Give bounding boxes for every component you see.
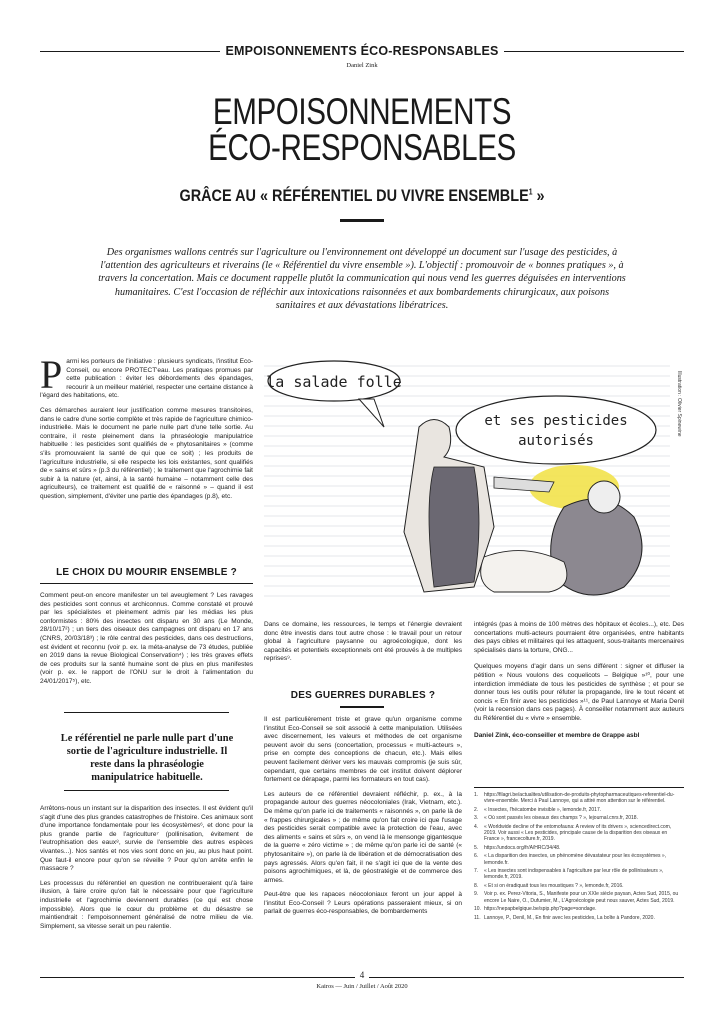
- footnotes: [474, 792, 684, 923]
- footnote-item: [474, 906, 684, 912]
- footnote-text: Lannoye, P., Denil, M., En finir avec les pesticides, La boîte à Pandore, 2020.: [484, 914, 655, 921]
- column-2-bottom: [264, 716, 462, 923]
- bubble-1-text: la salade folle: [266, 373, 402, 391]
- subtitle-footnote-ref: 1: [528, 187, 533, 197]
- article-title: [72, 91, 651, 168]
- footnote-item: [474, 824, 684, 843]
- footnote-text: « Et si on éradiquait tous les moustiques ? », lemonde.fr, 2016.: [484, 882, 624, 889]
- footnote-number: 2.: [474, 806, 479, 813]
- illustration-drawing: [264, 357, 670, 600]
- subtitle-text: GRÂCE AU « RÉFÉRENTIEL DU VIVRE ENSEMBLE: [179, 186, 529, 205]
- footnote-number: 5.: [474, 844, 479, 851]
- footnote-text: « La disparition des insectes, un phénomène dévastateur pour les écosystèmes », lemonde.fr.: [484, 853, 667, 866]
- author-byline: Daniel Zink: [346, 62, 378, 69]
- speech-bubble-2: [456, 396, 656, 464]
- column-1-middle: [40, 592, 253, 693]
- paragraph: Dans ce domaine, les ressources, le temps et l'énergie devraient donc être investis dans tout autre chose : le travail pour un retour global à l'agriculture paysanne ou agroécologique, dont les capacités et potentiels exceptionnels ont été prouvés à de multiples reprises⁹.: [264, 621, 462, 663]
- signature: Daniel Zink, éco-conseiller et membre de Grappe asbl: [474, 731, 640, 739]
- footnotes-rule: [474, 787, 684, 788]
- section-heading-1: LE CHOIX DU MOURIR ENSEMBLE ?: [56, 567, 237, 578]
- running-title: EMPOISONNEMENTS ÉCO-RESPONSABLES: [225, 44, 499, 58]
- footnote-item: [474, 891, 684, 904]
- article-subtitle: [54, 186, 669, 206]
- paragraph: Quelques moyens d'agir dans un sens différent : signer et diffuser la pétition « Nous voulons des coquelicots – Belgique »¹⁰, pour une interdiction immédiate de tous les pesticides de synthèse ; et pour se donner tous les outils pour réfuter la propagande, lire le tout récent et concis « En finir avec les pesticides »¹¹, de Paul Lannoye et Maria Denil (voir la recension dans ces pages). À conseiller notamment aux auteurs du Référentiel du « vivre » ensemble.: [474, 663, 684, 722]
- paragraph: Ces démarches auraient leur justification comme mesures transitoires, dans le cadre d'une sortie complète et très rapide de l'agriculture chimico-industrielle. Mais le document ne parle nulle part d'une telle sortie. Au contraire, il reste pleinement dans la phraséologie manipulatrice habituelle : les pesticides sont qualifiés de « phytosanitaires » (comme s'ils promouvaient la santé de qui que ce soit) ; les produits de l'agriculture industrielle, si elle respecte les lois existantes, sont qualifiés de « sains et sûrs » (p.3 du référentiel) ; le traitement que l'agrochimie fait subir à la nature (et, ainsi, à la santé humaine – notamment celle des agriculteurs), ce traitement est qualifié de « raisonné » – quand il est question, simplement, d'éviter une partie des épandages (p.8), etc.: [40, 406, 253, 500]
- illustration-credit: Illustration : Olivier Spinewine: [676, 371, 682, 437]
- title-line-1: EMPOISONNEMENTS: [212, 91, 512, 132]
- section-rule-2: [340, 706, 384, 708]
- bubble-2-line-1: et ses pesticides: [484, 413, 628, 429]
- footnote-text: « Insectes, l'hécatombe invisible », lemonde.fr, 2017.: [484, 806, 602, 813]
- footnote-item: [474, 868, 684, 881]
- paragraph: intégrés (pas à moins de 100 mètres des hôpitaux et écoles...), etc. Des concertations multi-acteurs pourraient être organisées, entre habitants des pays cibles et militaires qui les attaquent, sous-traitants mercenaires spécialisés dans la torture, ONG...: [474, 621, 684, 654]
- section-heading-2: DES GUERRES DURABLES ?: [290, 690, 436, 701]
- footnote-item: [474, 883, 684, 889]
- column-2-top: [264, 621, 462, 670]
- paragraph: Parmi les porteurs de l'initiative : plusieurs syndicats, l'institut Eco-Conseil, ou encore PROTECT'eau. Les pratiques promues par cette publication : éviter les débordements des épandages, recourir à un meilleur matériel, respecter une certaine distance à l'égard des habitations, etc.: [40, 352, 253, 400]
- footnote-number: 6.: [474, 853, 479, 860]
- footnote-number: 11.: [474, 914, 481, 921]
- page-number: 4: [0, 970, 724, 980]
- footnote-item: [474, 792, 684, 805]
- footnote-item: [474, 915, 684, 921]
- paragraph: Les processus du référentiel en question ne contribueraient qu'à faire illusion, à faire croire qu'on fait le nécessaire pour que l'agriculture industrielle et l'agrochimie deviennent durables (ce qui est chose impossible). Alors que le cœur du problème et du désastre se maintiendrait : l'empoisonnement généralisé de notre milieu de vie. Simplement, sa vitesse serait un peu ralentie.: [40, 879, 253, 930]
- paragraph: Arrêtons-nous un instant sur la disparition des insectes. Il est évident qu'il s'agit d'une des plus grandes catastrophes de l'histoire. Ces animaux sont d'une importance fondamentale pour les écosystèmes⁶, et donc pour la plus grande partie de l'agriculture⁷ (pollinisation, évitement de l'eutrophisation des eaux⁸, survie de l'ensemble des autres espèces vivantes...). Nos santés et nos vies sont donc en jeu, au plus haut point. Que faut-il encore pour qu'on se réveille ? Pour qu'on arrête enfin le massacre ?: [40, 805, 253, 873]
- subtitle-end: »: [532, 186, 545, 205]
- paragraph: Les auteurs de ce référentiel devraient réfléchir, p. ex., à la propagande autour des guerres néocoloniales (Irak, Vietnam, etc.). De même qu'on parle ici de traitements « raisonnés », on parle là de « frappes chirurgicales » ; de même qu'on fait croire ici que l'usage des pesticides serait compatible avec la protection de l'eau, avec des aliments « sains et sûrs », on vend là le mensonge gigantesque de la guerre « zéro victime » ; de même qu'on parle ici de santé (« phytosanitaire »), on parle là de libération et de démocratisation des pays agressés. Alors qu'en fait, il ne s'agit ici que de la vente des poisons agrochimiques, et là, de géostratégie et de commerce des armes.: [264, 790, 462, 884]
- paragraph: Comment peut-on encore manifester un tel aveuglement ? Les ravages des pesticides sont connus et archiconnus. Comme constaté et prouvé par les spécialistes et pleinement admis par les médias les plus conformistes : 80% des insectes ont disparu en 30 ans (Le Monde, 28/10/17²) ; un tiers des oiseaux des campagnes ont disparu en 17 ans (CNRS, 20/03/18³) ; le rôle central des pesticides, dans ces destructions, est évident et reconnu (voir p. ex. la méta-analyse de 73 études, publiée en 2019 dans la revue Biological Conservation⁴) ; les très graves effets de ces produits sur la santé humaine sont de plus en plus manifestes (voir p. ex. le rapport de l'ONU sur le droit à l'alimentation du 24/01/2017⁵), etc.: [40, 592, 253, 685]
- footnote-item: [474, 807, 684, 813]
- footer-publication-info: Kairos — Juin / Juillet / Août 2020: [316, 983, 408, 990]
- footnote-number: 8.: [474, 882, 479, 889]
- illustration: [264, 357, 670, 600]
- quote-rule-top: [64, 712, 229, 713]
- column-1-bottom: [40, 805, 253, 937]
- paragraph: Il est particulièrement triste et grave qu'un organisme comme l'institut Eco-Conseil se soit associé à cette manipulation. Utilisées avec discernement, les valeurs et méthodes de cet organisme peuvent avoir du sens (concertation, processus « multi-acteurs », prise en compte des conceptions de chacun, etc.). Mais elles peuvent facilement dériver vers les mauvais compromis (je suis sûr, cependant, que certains membres de cet institut doivent déplorer fortement ce dérapage, parmi les formateurs en tout cas).: [264, 716, 462, 784]
- column-1-top: [40, 352, 253, 508]
- article-lead: Des organismes wallons centrés sur l'agriculture ou l'environnement ont développé un document sur l'usage des pesticides, à l'attention des agriculteurs et riverains (le « Référentiel du vivre ensemble »). L'objectif : promouvoir de « bonnes pratiques », à travers la concertation. Mais ce document rappelle plutôt la communication qui nous vend les guerres déguisées en interventions humanitaires. C'est l'occasion de réfléchir aux intoxications raisonnées et aux bombardements chirurgicaux, aux poisons sanitaires et aux dévastations libératrices.: [98, 247, 626, 311]
- footnote-text: « Où sont passés les oiseaux des champs ? », lejournal.cnrs.fr, 2018.: [484, 815, 638, 822]
- footnote-item: [474, 845, 684, 851]
- quote-rule-bottom: [64, 790, 229, 791]
- footnote-text: « Les insectes sont indispensables à l'agriculture par leur rôle de pollinisateurs », lemonde.fr, 2019.: [484, 868, 664, 881]
- footnote-number: 9.: [474, 891, 479, 898]
- footnote-number: 4.: [474, 823, 479, 830]
- bubble-2-line-2: autorisés: [518, 433, 594, 449]
- footnote-number: 3.: [474, 815, 479, 822]
- footnote-text: https://nepapbelgique.be/spip.php?page=sondage.: [484, 906, 597, 913]
- paragraph: Peut-être que les rapaces néocoloniaux feront un jour appel à l'institut Eco-Conseil ? Leurs opérations passeraient mieux, si on parlait de guerres éco-responsables, de bombardements: [264, 891, 462, 916]
- footnote-item: [474, 815, 684, 821]
- footnote-number: 10.: [474, 906, 481, 913]
- pull-quote: Le référentiel ne parle nulle part d'une sortie de l'agriculture industrielle. Il reste dans la phraséologie manipulatrice habituelle.: [60, 733, 234, 783]
- title-line-2: ÉCO-RESPONSABLES: [208, 127, 516, 168]
- title-divider: [340, 219, 384, 222]
- column-3: [474, 621, 684, 746]
- footnote-item: [474, 853, 684, 866]
- footnote-number: 7.: [474, 868, 479, 875]
- section-rule-1: [40, 583, 253, 584]
- footnote-text: « Worldwide decline of the entomofauna: A review of its drivers », sciencedirect.com, 2019. Voir aussi « Les pesticides, principale cause de la disparition des oiseaux en France », francecolture.fr, 2019.: [484, 823, 672, 843]
- footnote-text: https://filagri.be/actualites/utilisation-de-produits-phytopharmaceutiques-referentiel-du-vivre-ensemble. Merci à Paul Lannoye, qui a attiré mon attention sur le référentiel.: [484, 792, 675, 805]
- apron: [429, 467, 479, 587]
- footnote-text: https://undocs.org/fr/A/HRC/34/48.: [484, 844, 561, 851]
- footnote-number: 1.: [474, 792, 479, 798]
- drop-cap: P: [40, 352, 63, 397]
- sitting-figure-head: [588, 481, 620, 513]
- footnote-text: Voir p. ex. Perez-Vitoria, S., Manifeste pour un XXIe siècle paysan, Actes Sud, 2015, ou encore Le Naire, O., Dufumier, M., L'Agroécologie peut nous sauver, Actes Sud, 2019.: [484, 891, 679, 904]
